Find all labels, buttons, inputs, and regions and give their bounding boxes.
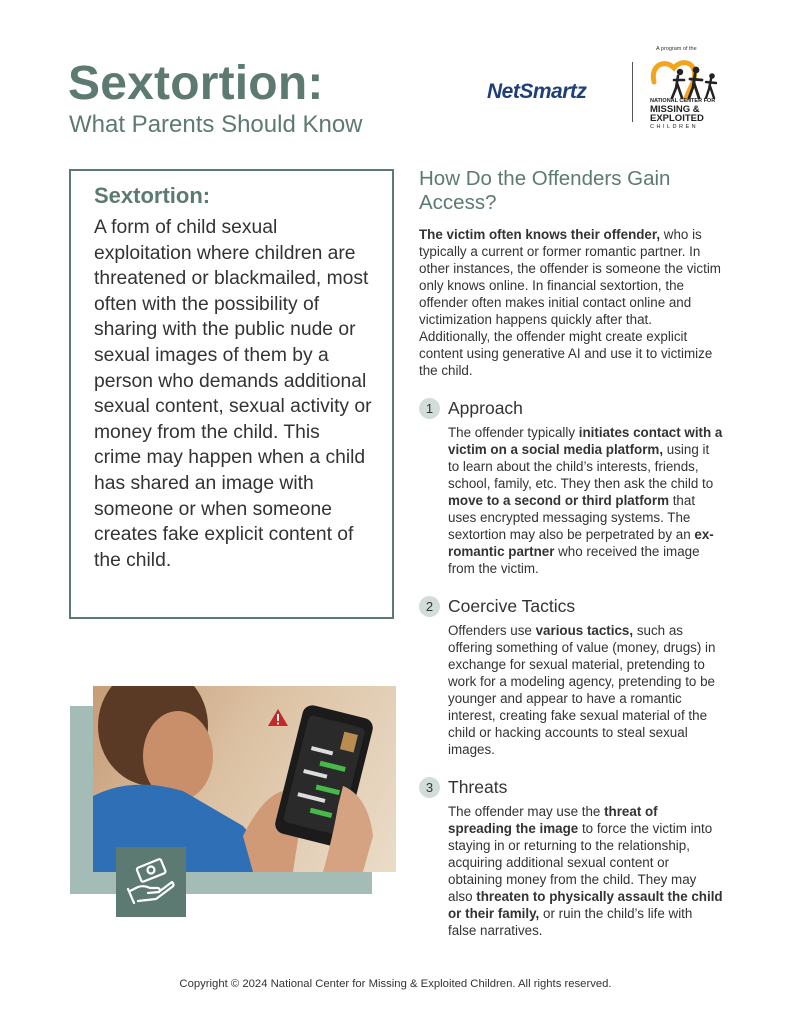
ncmec-name-line3: EXPLOITED: [650, 113, 704, 124]
hand-money-icon: [116, 847, 186, 917]
copyright-notice: Copyright © 2024 National Center for Missing & Exploited Children. All rights reserved.: [179, 978, 612, 990]
ncmec-emblem-icon: [646, 54, 726, 104]
step-body-text: or ruin the child’s life with false narratives.: [448, 906, 693, 938]
logo-divider: [632, 62, 633, 122]
access-intro-bold: The victim often knows their offender,: [419, 227, 661, 242]
teen-with-phone-photo: [93, 686, 396, 872]
step-number: 3: [419, 777, 440, 798]
step-number: 1: [419, 398, 440, 419]
step-body-text: to force the victim into staying in or returning to the relationship, acquiring additional sexual content or obtaining money from the child. They may also: [448, 821, 713, 904]
warning-triangle-icon: [268, 709, 288, 726]
step-body-emphasis: ex-romantic partner: [448, 527, 714, 559]
ncmec-name-line4: CHILDREN: [650, 124, 699, 130]
step-body-text: such as offering something of value (money, drugs) in exchange for sexual material, pretending to work for a modeling agency, pretending to be younger and appear to have a romantic interest, creating fake sexual material of the child or hacking accounts to steal sexual images.: [448, 623, 716, 757]
netsmartz-logo: NetSmartz: [487, 80, 587, 103]
access-intro-rest: who is typically a current or former romantic partner. In other instances, the offender is someone the victim only knows online. In financial sextortion, the offender often makes initial contact online and victimization happens quickly after that. Additionally, the offender might create explicit content using generative AI and use it to victimize the child.: [419, 227, 721, 378]
definition-text: A form of child sexual exploitation where children are threatened or blackmailed, most often with the possibility of sharing with the public nude or sexual images of them by a person who demands additional sexual content, sexual activity or money from the child. This crime may happen when a child has shared an image with someone or when someone creates fake explicit content of the child.: [94, 217, 372, 571]
ncmec-name: [650, 98, 715, 131]
step-body-text: The offender typically: [448, 425, 579, 440]
step-body: [448, 622, 724, 758]
step-body: [448, 424, 724, 577]
step-body-text: The offender may use the: [448, 804, 605, 819]
step-body-text: that uses encrypted messaging systems. The sextortion may also be perpetrated by an: [448, 493, 696, 542]
step-body-text: Offenders use: [448, 623, 536, 638]
access-heading: How Do the Offenders Gain Access?: [419, 167, 671, 214]
ncmec-name-line2: MISSING &: [650, 104, 700, 115]
step-title: Approach: [448, 398, 523, 418]
page-subtitle: What Parents Should Know: [69, 111, 363, 138]
photo-illustration: [93, 686, 396, 872]
ncmec-program-label: A program of the: [656, 46, 697, 52]
step-title: Threats: [448, 777, 508, 797]
step-body-emphasis: initiates contact with a victim on a social media platform,: [448, 425, 723, 457]
definition-heading: Sextortion:: [94, 183, 211, 208]
step-body-emphasis: threaten to physically assault the child or their family,: [448, 889, 723, 921]
step-body-emphasis: various tactics,: [535, 623, 634, 638]
step-body: [448, 803, 724, 939]
ncmec-name-line1: NATIONAL CENTER FOR: [650, 98, 716, 104]
step-body-emphasis: move to a second or third platform: [448, 493, 669, 508]
step-body-emphasis: threat of spreading the image: [448, 804, 658, 836]
step-body-text: who received the image from the victim.: [448, 544, 700, 576]
step-title: Coercive Tactics: [448, 596, 576, 616]
step-number: 2: [419, 596, 440, 617]
definition-box: [69, 169, 394, 619]
page-title: Sextortion:: [68, 57, 324, 110]
hand-money-icon-box: [116, 847, 186, 917]
ncmec-logo: [646, 46, 726, 136]
step-body-text: using it to learn about the child’s interests, friends, school, family, etc. They then ask the child to: [448, 442, 714, 491]
access-intro: [419, 226, 725, 379]
